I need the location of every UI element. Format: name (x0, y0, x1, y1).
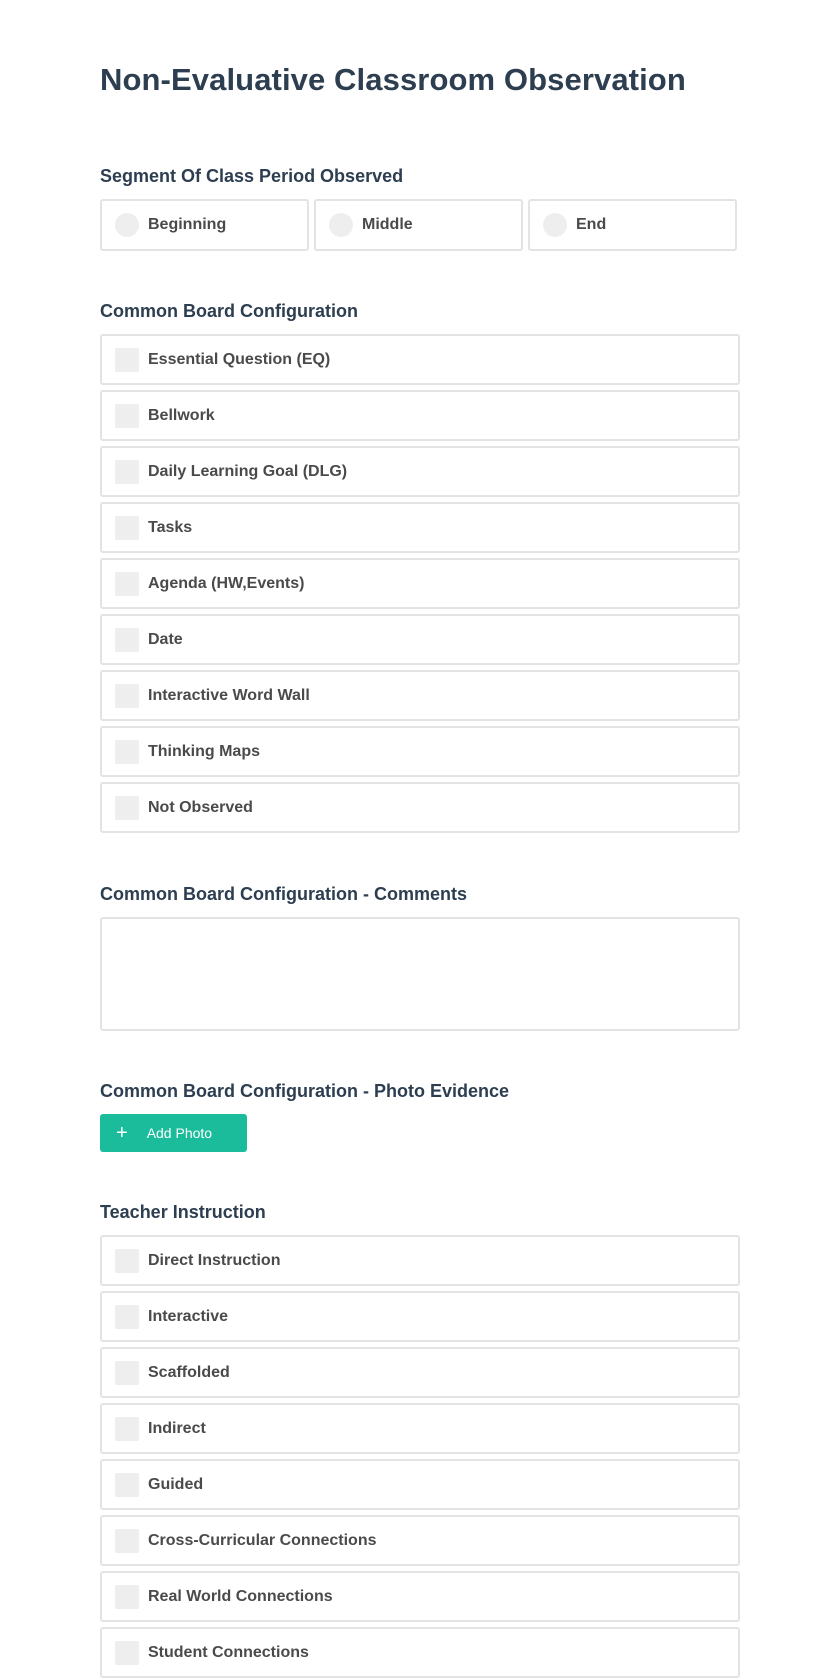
checkbox-option-label: Essential Question (EQ) (148, 350, 331, 368)
checkbox-option-label: Not Observed (148, 798, 253, 816)
checkbox-icon[interactable] (115, 1417, 139, 1441)
checkbox-option-student-connections[interactable] (100, 1627, 740, 1678)
add-photo-button[interactable] (100, 1114, 247, 1152)
teacher-instruction-checkbox-group (100, 1235, 740, 1680)
checkbox-option-label: Real World Connections (148, 1587, 333, 1605)
segment-question-label: Segment Of Class Period Observed (100, 166, 404, 186)
checkbox-option-interactive[interactable] (100, 1291, 740, 1342)
checkbox-option-date[interactable] (100, 614, 740, 665)
checkbox-option-label: Student Connections (148, 1643, 309, 1661)
checkbox-option-label: Tasks (148, 518, 193, 536)
checkbox-option-label: Interactive Word Wall (148, 686, 310, 704)
checkbox-option-guided[interactable] (100, 1459, 740, 1510)
checkbox-icon[interactable] (115, 796, 139, 820)
checkbox-icon[interactable] (115, 348, 139, 372)
add-photo-button-label: Add Photo (146, 1125, 213, 1141)
board-comments-textarea[interactable] (100, 917, 740, 1031)
checkbox-option-label: Cross-Curricular Connections (148, 1531, 377, 1549)
checkbox-option-agenda[interactable] (100, 558, 740, 609)
radio-circle-icon[interactable] (543, 213, 567, 237)
checkbox-icon[interactable] (115, 628, 139, 652)
radio-option-end[interactable] (528, 199, 737, 251)
segment-radio-group (100, 199, 740, 251)
checkbox-option-label: Direct Instruction (148, 1251, 281, 1269)
checkbox-icon[interactable] (115, 1249, 139, 1273)
checkbox-icon[interactable] (115, 684, 139, 708)
radio-option-label: Middle (362, 216, 413, 233)
checkbox-option-cross-curricular[interactable] (100, 1515, 740, 1566)
plus-icon: + (116, 1122, 128, 1144)
checkbox-icon[interactable] (115, 1641, 139, 1665)
checkbox-option-label: Scaffolded (148, 1363, 230, 1381)
checkbox-option-essential-question[interactable] (100, 334, 740, 385)
checkbox-option-tasks[interactable] (100, 502, 740, 553)
checkbox-icon[interactable] (115, 516, 139, 540)
checkbox-option-direct-instruction[interactable] (100, 1235, 740, 1286)
radio-option-label: End (576, 216, 607, 233)
radio-option-label: Beginning (148, 216, 227, 233)
checkbox-icon[interactable] (115, 1473, 139, 1497)
checkbox-option-label: Thinking Maps (148, 742, 260, 760)
checkbox-option-label: Indirect (148, 1419, 206, 1437)
checkbox-option-scaffolded[interactable] (100, 1347, 740, 1398)
checkbox-option-word-wall[interactable] (100, 670, 740, 721)
checkbox-option-not-observed[interactable] (100, 782, 740, 833)
radio-circle-icon[interactable] (115, 213, 139, 237)
checkbox-icon[interactable] (115, 1305, 139, 1329)
checkbox-icon[interactable] (115, 740, 139, 764)
form-title: Non-Evaluative Classroom Observation (100, 62, 686, 97)
checkbox-option-real-world[interactable] (100, 1571, 740, 1622)
radio-option-middle[interactable] (314, 199, 523, 251)
teacher-instruction-question-label: Teacher Instruction (100, 1202, 266, 1222)
checkbox-option-label: Agenda (HW,Events) (148, 574, 305, 592)
checkbox-option-label: Interactive (148, 1307, 229, 1325)
checkbox-option-daily-learning-goal[interactable] (100, 446, 740, 497)
checkbox-icon[interactable] (115, 460, 139, 484)
checkbox-icon[interactable] (115, 1529, 139, 1553)
radio-option-beginning[interactable] (100, 199, 309, 251)
checkbox-option-thinking-maps[interactable] (100, 726, 740, 777)
board-photo-question-label: Common Board Configuration - Photo Evidence (100, 1081, 509, 1101)
checkbox-option-indirect[interactable] (100, 1403, 740, 1454)
checkbox-icon[interactable] (115, 404, 139, 428)
checkbox-option-label: Date (148, 630, 183, 648)
checkbox-option-bellwork[interactable] (100, 390, 740, 441)
checkbox-option-label: Daily Learning Goal (DLG) (148, 462, 348, 480)
checkbox-option-label: Guided (148, 1475, 204, 1493)
checkbox-icon[interactable] (115, 1361, 139, 1385)
board-comments-question-label: Common Board Configuration - Comments (100, 884, 467, 904)
checkbox-icon[interactable] (115, 1585, 139, 1609)
board-config-question-label: Common Board Configuration (100, 301, 358, 321)
board-config-checkbox-group (100, 334, 740, 838)
checkbox-option-label: Bellwork (148, 406, 215, 424)
radio-circle-icon[interactable] (329, 213, 353, 237)
checkbox-icon[interactable] (115, 572, 139, 596)
